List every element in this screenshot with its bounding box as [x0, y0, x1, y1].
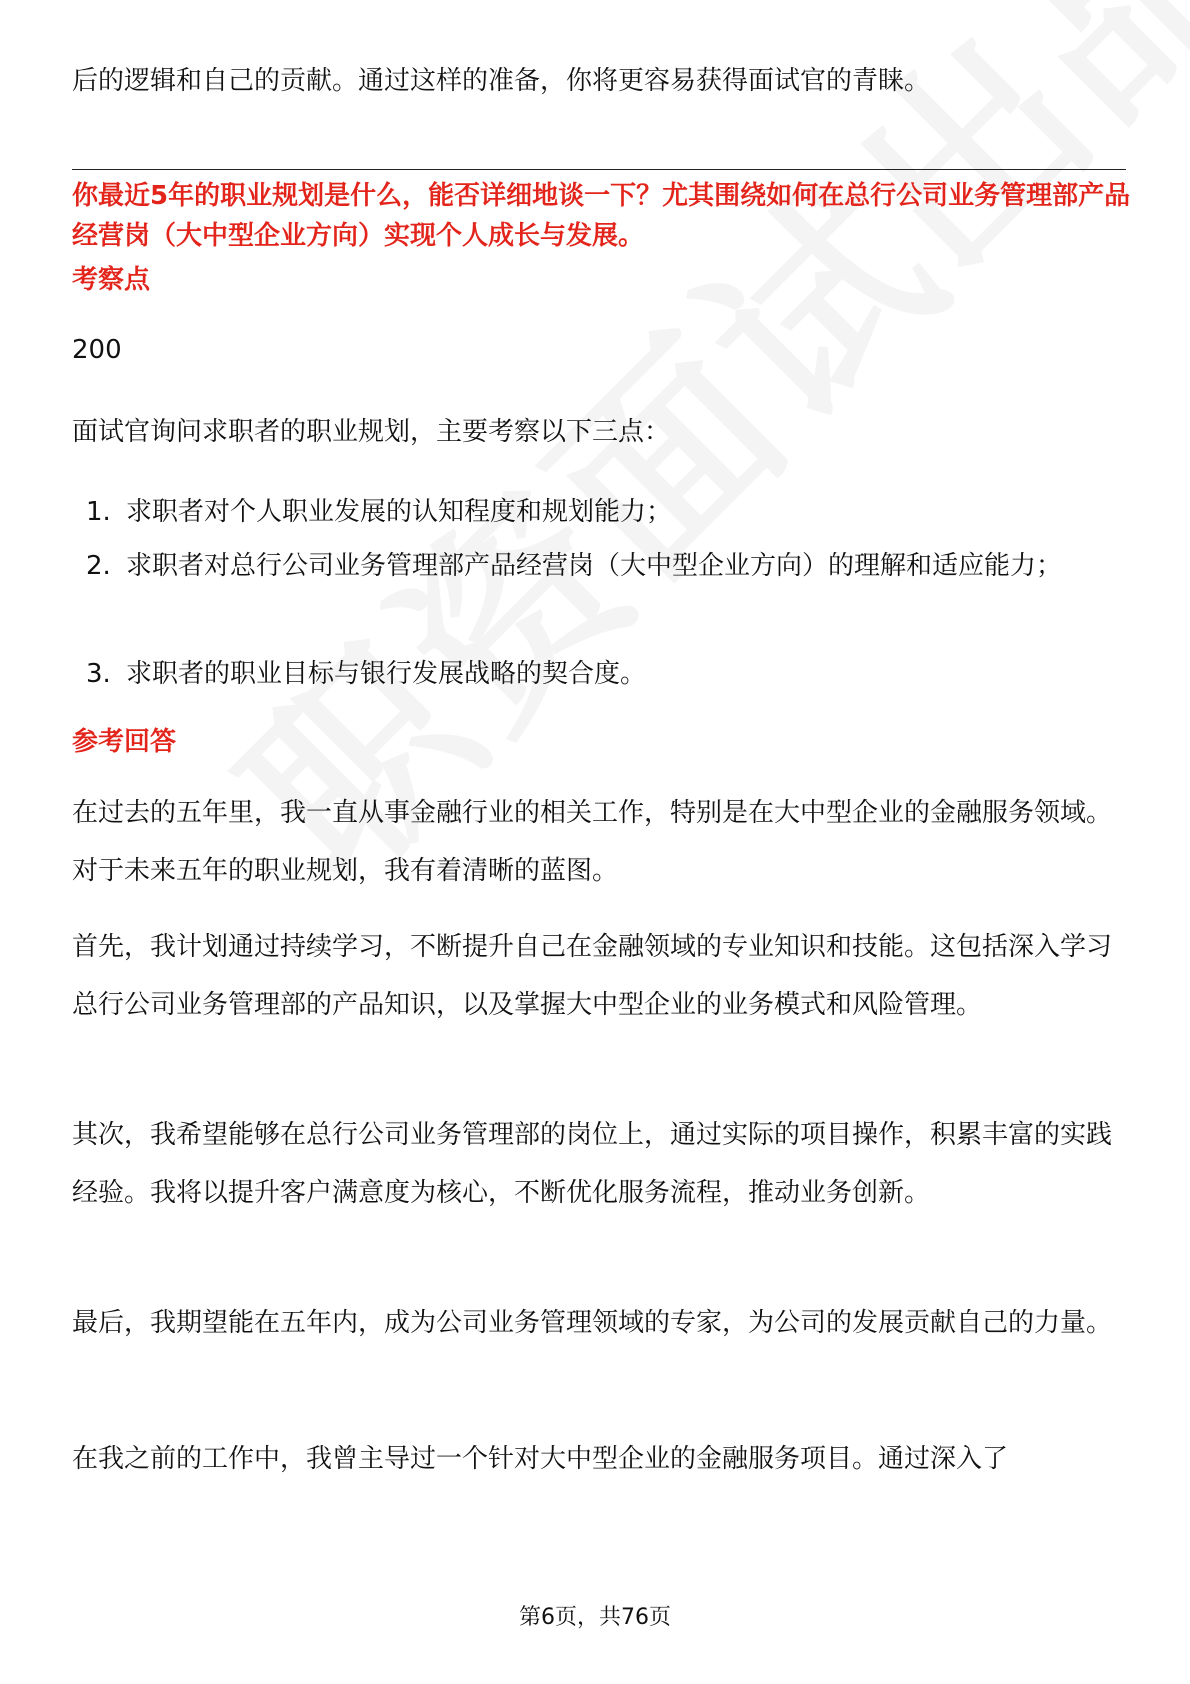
focus-heading: 考察点 [72, 265, 151, 295]
answer-paragraph: 在过去的五年里，我一直从事金融行业的相关工作，特别是在大中型企业的金融服务领域。对于未来五年的职业规划，我有着清晰的蓝图。 [72, 798, 1113, 886]
page-footer: 第6页，共76页 [519, 1605, 671, 1630]
answer-heading: 参考回答 [72, 727, 177, 757]
top-line: 后的逻辑和自己的贡献。通过这样的准备，你将更容易获得面试官的青睐。 [72, 66, 931, 96]
list-item-number: 3. [86, 659, 111, 689]
list-item-number: 2. [86, 551, 111, 581]
focus-intro: 面试官询问求职者的职业规划，主要考察以下三点： [72, 417, 671, 447]
list-item-number: 1. [86, 497, 111, 527]
answer-paragraph: 在我之前的工作中，我曾主导过一个针对大中型企业的金融服务项目。通过深入了 [72, 1444, 1009, 1474]
list-item-text: 求职者对总行公司业务管理部产品经营岗（大中型企业方向）的理解和适应能力； [126, 551, 1063, 581]
list-item-text: 求职者对个人职业发展的认知程度和规划能力； [126, 497, 673, 527]
answer-paragraph: 其次，我希望能够在总行公司业务管理部的岗位上，通过实际的项目操作，积累丰富的实践经验。我将以提升客户满意度为核心，不断优化服务流程，推动业务创新。 [72, 1120, 1113, 1208]
list-item-text: 求职者的职业目标与银行发展战略的契合度。 [126, 659, 647, 689]
question-title: 你最近5年的职业规划是什么，能否详细地谈一下？尤其围绕如何在总行公司业务管理部产品经营岗（大中型企业方向）实现个人成长与发展。 [72, 181, 1131, 251]
answer-paragraph: 最后，我期望能在五年内，成为公司业务管理领域的专家，为公司的发展贡献自己的力量。 [72, 1308, 1113, 1338]
focus-number: 200 [72, 335, 122, 365]
section-divider [72, 169, 1126, 170]
answer-paragraph: 首先，我计划通过持续学习，不断提升自己在金融领域的专业知识和技能。这包括深入学习总行公司业务管理部的产品知识，以及掌握大中型企业的业务模式和风险管理。 [72, 932, 1113, 1020]
